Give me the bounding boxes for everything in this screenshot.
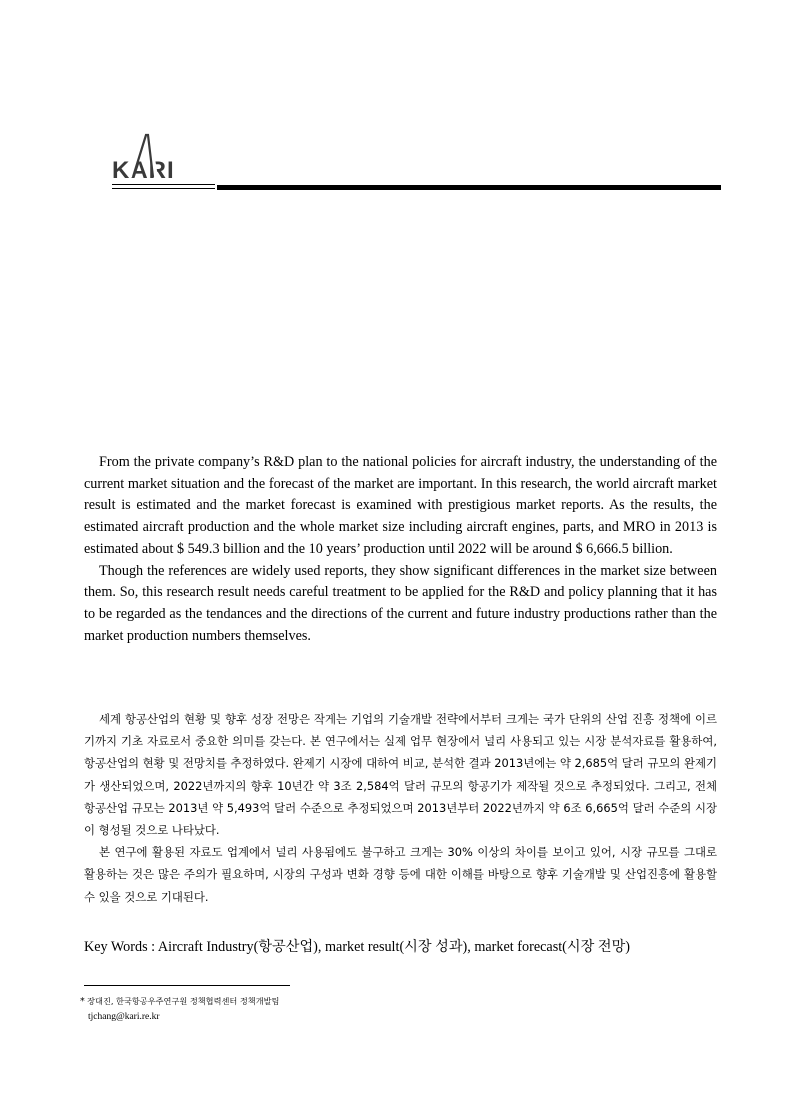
footnote-email: tjchang@kari.re.kr xyxy=(88,1012,160,1022)
header-rule-thick xyxy=(217,185,721,190)
keywords-label: Key Words xyxy=(84,939,148,955)
footnote-rule xyxy=(84,985,290,986)
header-rule-thin xyxy=(112,184,215,185)
abstract-ko-paragraph: 세계 항공산업의 현황 및 향후 성장 전망은 작게는 기업의 기술개발 전략에서부터 크게는 국가 단위의 산업 진흥 정책에 이르기까지 기초 자료로서 중요한 의미를 갖는다. 본 연구에서는 실제 업무 현장에서 널리 사용되고 있는 시장 분석자료를 활용하여, 항공산업의 현황 및 전망치를 추정하였다. 완제기 시장에 대하여 비교, 분석한 결과 2013년에는 약 2,685억 달러 규모의 완제기가 생산되었으며, 2022년까지의 향후 10년간 약 3조 2,584억 달러 규모의 항공기가 제작될 것으로 추정되었다. 그리고, 전체 항공산업 규모는 2013년 약 5,493억 달러 수준으로 추정되었으며 2013년부터 2022년까지 약 6조 6,665억 달러 수준의 시장이 형성될 것으로 나타났다. xyxy=(84,712,717,838)
footnote-affiliation: 장대진, 한국항공우주연구원 정책협력센터 정책개발팀 xyxy=(87,996,280,1006)
keywords xyxy=(84,936,717,958)
logo-text: KARI xyxy=(112,157,175,180)
keywords-separator: : xyxy=(147,939,158,955)
abstract-en-paragraph: From the private company’s R&D plan to the national policies for aircraft industry, the understanding of the current market situation and the forecast of the market are important. In this research, the world aircraft market result is estimated and the market forecast is examined with prestigious market reports. As the results, the estimated aircraft production and the whole market size including aircraft engines, parts, and MRO in 2013 is estimated about $ 549.3 billion and the 10 years’ production until 2022 will be around $ 6,666.5 billion. xyxy=(84,454,717,557)
header-rule-thin-2 xyxy=(112,188,215,189)
kari-logo xyxy=(112,130,192,180)
footnote-mark: * xyxy=(80,996,85,1007)
abstract-ko-paragraph: 본 연구에 활용된 자료도 업계에서 널리 사용됨에도 불구하고 크게는 30% 이상의 차이를 보이고 있어, 시장 규모를 그대로 활용하는 것은 많은 주의가 필요하며, 시장의 구성과 변화 경향 등에 대한 이해를 바탕으로 향후 기술개발 및 산업진흥에 활용할 수 있을 것으로 기대된다. xyxy=(84,845,717,904)
abstract-en-paragraph: Though the references are widely used reports, they show significant differences in the market size between them. So, this research result needs careful treatment to be applied for the R&D and policy planning that it has to be regarded as the tendances and the directions of the current and future industry productions rather than the market production numbers themselves. xyxy=(84,562,717,644)
abstract-korean xyxy=(84,708,717,908)
keywords-items: Aircraft Industry(항공산업), market result(시장 성과), market forecast(시장 전망) xyxy=(157,939,631,955)
abstract-english xyxy=(84,452,717,647)
footnote xyxy=(80,994,279,1025)
